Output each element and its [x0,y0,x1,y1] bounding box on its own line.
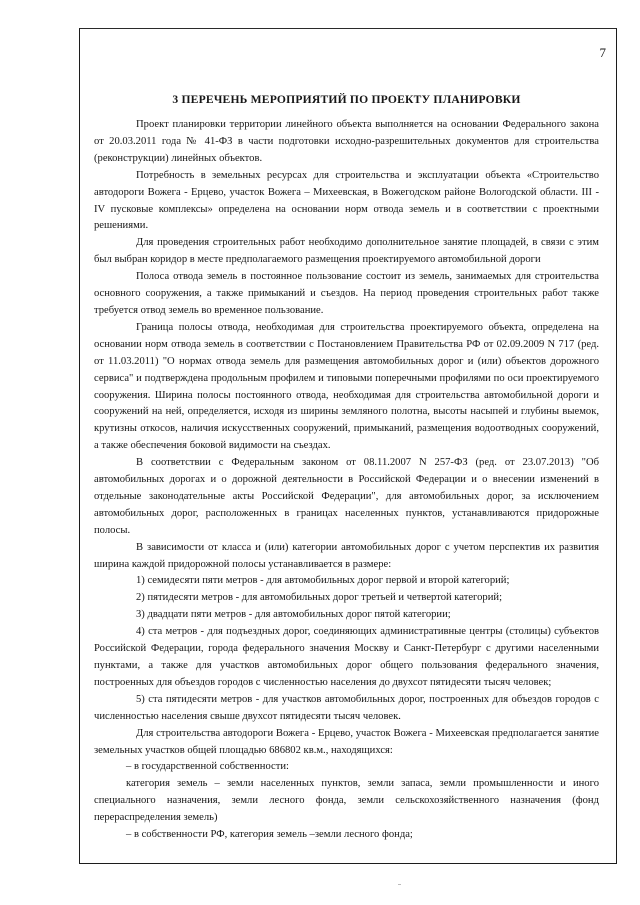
paragraph-land-area: Для строительства автодороги Вожега - Ерцево, участок Вожега - Михеевская предполагается занятие земельных участков общей площадью 686802 кв.м., находящихся: [94,727,599,756]
page-number: 7 [599,45,606,60]
scan-speck [398,884,401,885]
dash-item-federal-ownership: – в собственности РФ, категория земель –земли лесного фонда; [126,829,413,841]
list-item-2: 2) пятидесяти метров - для автомобильных дорог третьей и четвертой категорий; [136,592,503,604]
document-body [94,93,599,844]
paragraph-legal-basis: Проект планировки территории линейного объекта выполняется на основании Федерального закона от 20.03.2011 года № 41-ФЗ в части подготовки исходно-разрешительных документов для строительства (реконструкции) линейных объектов. [94,119,599,164]
dash-item-state-ownership: – в государственной собственности: [126,761,289,773]
section-heading: 3 ПЕРЕЧЕНЬ МЕРОПРИЯТИЙ ПО ПРОЕКТУ ПЛАНИРОВКИ [172,93,521,106]
paragraph-permanent-strip: Полоса отвода земель в постоянное пользование состоит из земель, занимаемых для строительства основного сооружения, а также примыканий и съездов. На период проведения строительных работ также требуется отвод земель во временное пользование. [94,271,599,316]
paragraph-strip-boundary: Граница полосы отвода, необходимая для строительства проектируемого объекта, определена на основании норм отвода земель в соответствии с Постановлением Правительства РФ от 02.09.2009 N 717 (ред. от 11.03.2011) "О нормах отвода земель для размещения автомобильных дорог и (или) объектов дорожного сервиса" и подтверждена продольным профилем и типовыми поперечными профилями по оси проектируемого сооружения. Ширина полосы постоянного отвода, необходимая для строительства автомобильной дороги и сооружений на ней, определяется, исходя из ширины земляного полотна, высоты насыпей и глубины выемок, крутизны откосов, наличия искусственных сооружений, примыканий, размещения водоотводных сооружений, а также обеспечения боковой видимости на съездах. [94,321,599,452]
list-item-3: 3) двадцати пяти метров - для автомобильных дорог пятой категории; [136,609,451,621]
paragraph-land-categories: категория земель – земли населенных пунктов, земли запаса, земли промышленности и иного специального назначения, земли лесного фонда, земли сельскохозяйственного назначения (фонд перераспределения земель) [94,778,599,824]
list-item-4: 4) ста метров - для подъездных дорог, соединяющих административные центры (столицы) субъектов Российской Федерации, города федерального значения Москву и Санкт-Петербург с другими населенными пунктами, а также для участков автомобильных дорог общего пользования федерального значения, построенных для объездов городов с численностью населения до двухсот пятидесяти тысяч человек; [94,626,599,688]
paragraph-land-need: Потребность в земельных ресурсах для строительства и эксплуатации объекта «Строительство автодороги Вожега - Ерцево, участок Вожега – Михеевская, в Вожегодском районе Вологодской области. III - IV пусковые комплексы» определена на основании норм отвода земель и в соответствии с проектными решениями. [94,169,599,232]
paragraph-corridor: Для проведения строительных работ необходимо дополнительное занятие площадей, в связи с этим был выбран коридор в месте предполагаемого размещения проектируемого автомобильной дороги [94,237,599,266]
paragraph-roadside-width: В зависимости от класса и (или) категории автомобильных дорог с учетом перспектив их развития ширина каждой придорожной полосы устанавливается в размере: [94,541,599,570]
list-item-1: 1) семидесяти пяти метров - для автомобильных дорог первой и второй категорий; [136,575,510,587]
paragraph-federal-law: В соответствии с Федеральным законом от 08.11.2007 N 257-ФЗ (ред. от 23.07.2013) "Об автомобильных дорогах и о дорожной деятельности в Российской Федерации и о внесении изменений в отдельные законодательные акты Российской Федерации", для автомобильных дорог, за исключением автомобильных дорог, расположенных в границах населенных пунктов, устанавливаются придорожные полосы. [94,457,599,536]
page-frame [79,28,617,864]
list-item-5: 5) ста пятидесяти метров - для участков автомобильных дорог, построенных для объездов городов с численностью населения свыше двухсот пятидесяти тысяч человек. [94,693,599,722]
